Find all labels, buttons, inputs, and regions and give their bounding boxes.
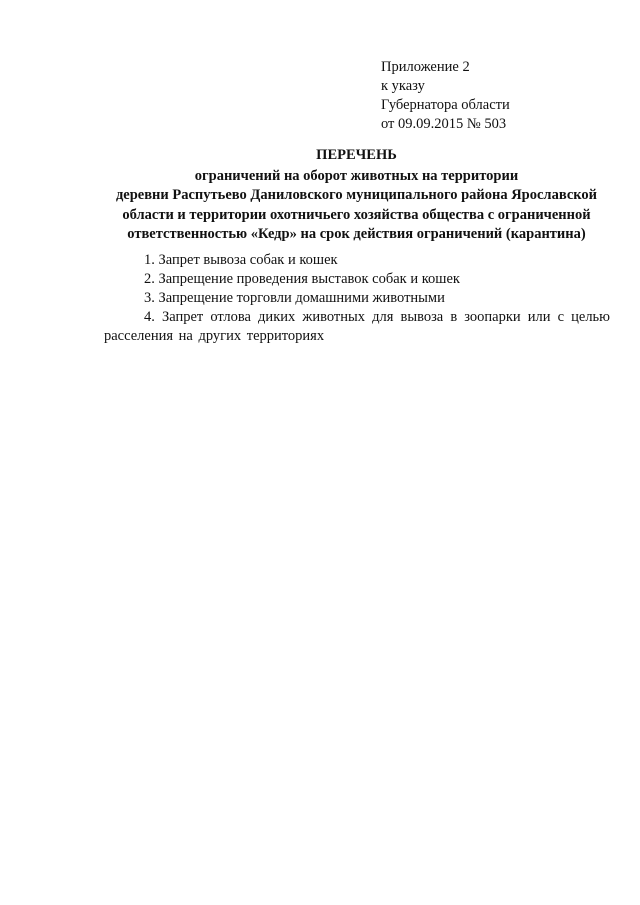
title-heading: ПЕРЕЧЕНЬ xyxy=(316,147,397,163)
list-item: 4. Запрет отлова диких животных для вывоза в зоопарки или с целью расселения на других территориях xyxy=(104,309,610,344)
document-title xyxy=(100,146,613,245)
title-line: области и территории охотничьего хозяйства общества с ограниченной xyxy=(122,206,591,223)
appendix-line: Приложение 2 xyxy=(381,59,470,75)
appendix-date-number: от 09.09.2015 № 503 xyxy=(381,116,507,132)
list-item: 2. Запрещение проведения выставок собак и кошек xyxy=(144,271,460,287)
title-line: деревни Распутьево Даниловского муниципального района Ярославской xyxy=(115,187,598,203)
list-item: 1. Запрет вывоза собак и кошек xyxy=(144,252,338,268)
list-item: 3. Запрещение торговли домашними животными xyxy=(144,290,445,306)
title-line: ограничений на оборот животных на территории xyxy=(194,167,519,184)
title-line: ответственностью «Кедр» на срок действия ограничений (карантина) xyxy=(127,226,586,242)
appendix-line: Губернатора области xyxy=(381,97,510,113)
appendix-line: к указу xyxy=(381,78,425,94)
appendix-note xyxy=(381,58,510,134)
restrictions-list xyxy=(104,251,610,346)
